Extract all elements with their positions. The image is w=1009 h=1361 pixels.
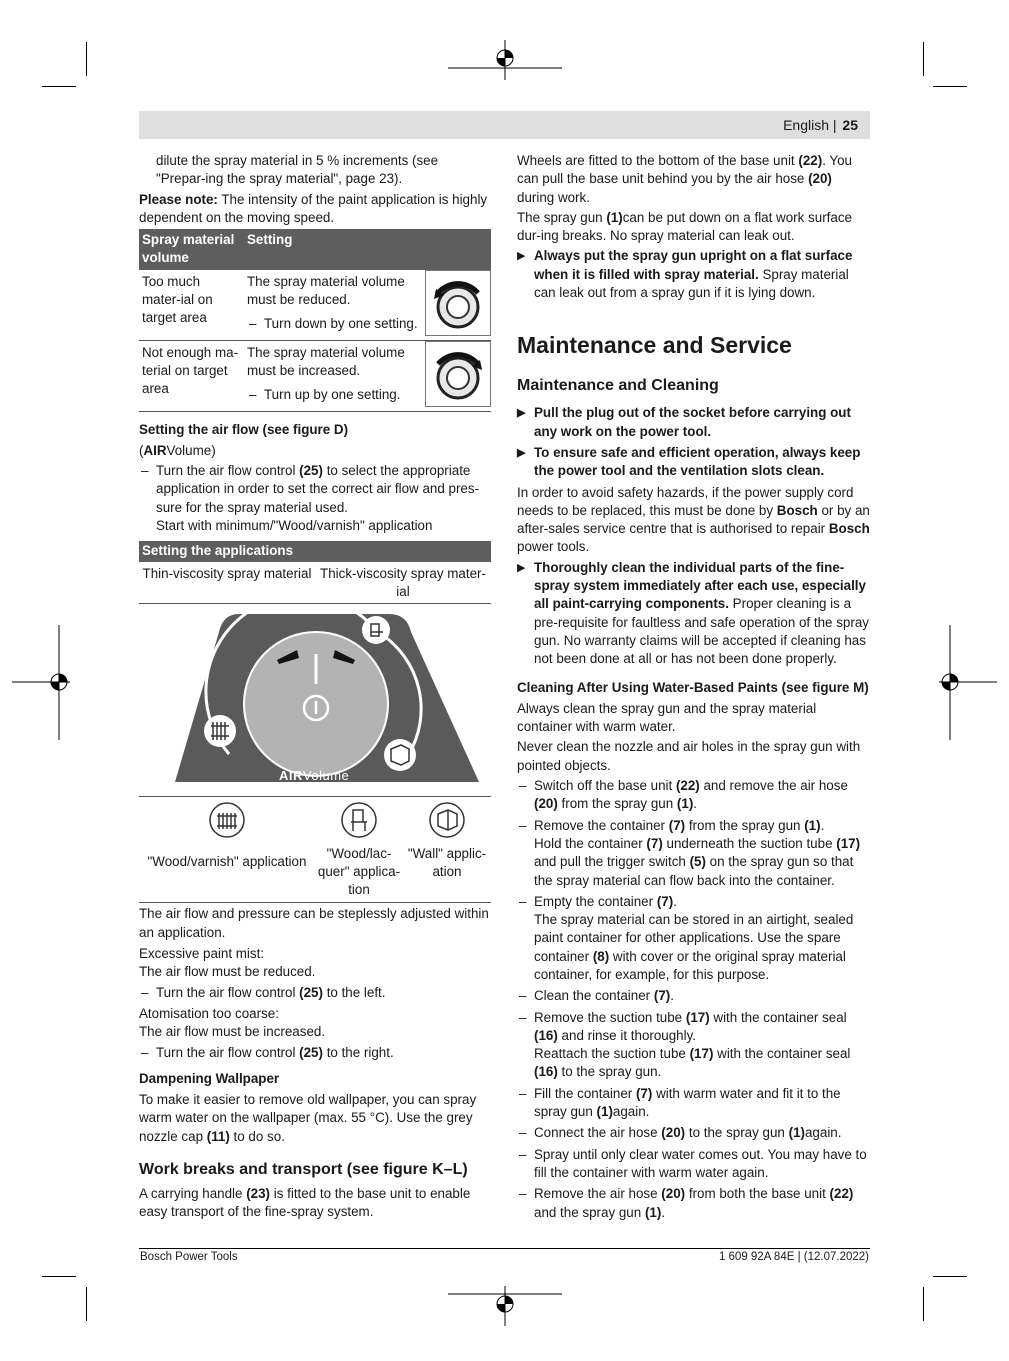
crop-mark [933,1276,967,1277]
note-paragraph: Please note: The intensity of the paint application is highly dependent on the moving speed. [139,191,488,225]
airflow-heading: Setting the air flow (see figure D) [139,421,349,437]
cleaning-step: – Spray until only clear water comes out. You may have to fill the container with warm water again. [517,1146,870,1183]
cleaning-step: – Connect the air hose (20) to the spray gun (1)again. [517,1124,870,1142]
table-header-setting: Setting [244,229,491,270]
left-column [139,152,491,1224]
thick-viscosity-label: Thick-viscosity spray mater-ial [320,565,486,599]
coarse-title: Atomisation too coarse: [139,1005,279,1021]
table-row: Too much mater-ial on target area The spray material volume must be reduced. – Turn down by one setting. [139,270,491,340]
app-wood-lacquer: "Wood/lac-quer" applica-tion [317,845,401,898]
cleaning-step: – Remove the suction tube (17) with the container seal (16) and rinse it thoroughly. Reattach the suction tube (17) with the container seal (16) to the spray gun. [517,1009,870,1082]
header-language: English [783,117,829,133]
wall-icon [428,801,466,839]
thin-viscosity-label: Thin-viscosity spray material [142,565,312,581]
water-p1: Always clean the spray gun and the spray material container with warm water. [517,700,817,735]
cleaning-step: – Remove the air hose (20) from both the base unit (22) and the spray gun (1). [517,1185,870,1222]
registration-mark-icon [939,625,997,740]
radiator-icon [208,801,246,839]
cleaning-step: – Fill the container (7) with warm water and fit it to the spray gun (1)again. [517,1085,870,1122]
maintenance-heading: Maintenance and Service [517,332,792,359]
breaks-heading: Work breaks and transport (see figure K–L) [139,1160,468,1178]
app-wall: "Wall" applic-ation [407,845,487,879]
footer-doc-id: 1 609 92A 84E | (12.07.2022) [718,1251,869,1263]
crop-mark [42,1276,76,1277]
wheels-text: Wheels are fitted to the bottom of the base unit (22). You can pull the base unit behind you by the air hose (20) during work. [517,153,852,205]
crop-mark [86,1287,87,1321]
water-p2: Never clean the nozzle and air holes in the spray gun with pointed objects. [517,739,861,773]
registration-mark-icon [12,625,70,740]
plug-warning: ▶ Pull the plug out of the socket before carrying out any work on the power tool. [517,404,870,441]
applications-bar: Setting the applications [139,541,491,561]
wallpaper-heading: Dampening Wallpaper [139,1070,280,1086]
knob-turn-up-icon [425,341,491,407]
safe-warning: ▶ To ensure safe and efficient operation, always keep the power tool and the ventilation slots clean. [517,444,870,481]
table-header-volume: Spray material volume [139,229,244,270]
crop-mark [86,42,87,76]
application-icons-row [139,796,491,903]
upright-warning: ▶ Always put the spray gun upright on a flat surface when it is filled with spray material. Spray material can leak out from a spray gun if it is lying down. [517,247,870,302]
registration-mark-icon [448,40,562,80]
registration-mark-icon [448,1286,562,1326]
table-row: Not enough ma-terial on target area The spray material volume must be increased. – Turn up by one setting. [139,340,491,411]
crop-mark [923,42,924,76]
steplessly-text: The air flow and pressure can be steplessly adjusted within an application. [139,906,489,940]
page-header: English | 25 [139,111,870,139]
thorough-warning: ▶ Thoroughly clean the individual parts of the fine-spray system immediately after each use, especially all paint-carrying components. Proper cleaning is a pre-requisite for faultless and safe operation of the spray gun. No warranty claims will be accepted if cleaning has not been done at all or has not been done properly. [517,559,870,669]
viscosity-row [139,562,491,605]
mist-text: The air flow must be reduced. [139,964,316,980]
cleaning-step: – Empty the container (7). The spray material can be stored in an airtight, sealed paint container for other applications. Use the spare container (8) with cover or the original spray material container, for example, for this purpose. [517,893,870,984]
cord-text: In order to avoid safety hazards, if the power supply cord needs to be replaced, this must be done by Bosch or by an after-sales service centre that is authorised to repair Bosch power tools. [517,484,870,555]
gun-text: The spray gun (1)can be put down on a flat work surface dur-ing breaks. No spray material can leak out. [517,209,852,244]
mist-step: – Turn the air flow control (25) to the left. [139,984,491,1002]
coarse-text: The air flow must be increased. [139,1024,326,1040]
airvolume-dial-figure [139,604,491,796]
page-number: 25 [842,117,858,133]
knob-turn-down-icon [425,270,491,336]
crop-mark [42,86,76,87]
footer-brand: Bosch Power Tools [140,1251,238,1263]
crop-mark [923,1287,924,1321]
page-footer [139,1248,870,1263]
right-column [517,152,870,1225]
airvolume-label: AIRVolume [279,768,350,784]
wallpaper-text: To make it easier to remove old wallpaper, you can spray warm water on the wallpaper (max. 55 °C). Use the grey nozzle cap (11) to do so. [139,1092,477,1144]
cleaning-step: – Clean the container (7). [517,987,870,1005]
cleaning-step: – Remove the container (7) from the spray gun (1). Hold the container (7) underneath the suction tube (17) and pull the trigger switch (5) on the spray gun so that the spray material can flow back into the container. [517,817,870,890]
app-wood-varnish: "Wood/varnish" application [147,853,307,869]
chair-icon [340,801,378,839]
spray-volume-table [139,229,491,411]
mist-title: Excessive paint mist: [139,946,265,962]
water-heading: Cleaning After Using Water-Based Paints (see figure M) [517,679,869,695]
intro-line: dilute the spray material in 5 % increments (see "Prepar-ing the spray material", page 23). [156,153,439,187]
coarse-step: – Turn the air flow control (25) to the right. [139,1044,491,1062]
crop-mark [933,86,967,87]
cleaning-heading: Maintenance and Cleaning [517,377,719,395]
cleaning-step: – Switch off the base unit (22) and remove the air hose (20) from the spray gun (1). [517,777,870,814]
breaks-text: A carrying handle (23) is fitted to the base unit to enable easy transport of the fine-spray system. [139,1185,471,1220]
airflow-step: – Turn the air flow control (25) to select the appropriate application in order to set the correct air flow and pres-sure for the spray material used. Start with minimum/"Wood/varnish" application [139,462,491,535]
airflow-subtitle: (AIRVolume) [139,442,216,458]
